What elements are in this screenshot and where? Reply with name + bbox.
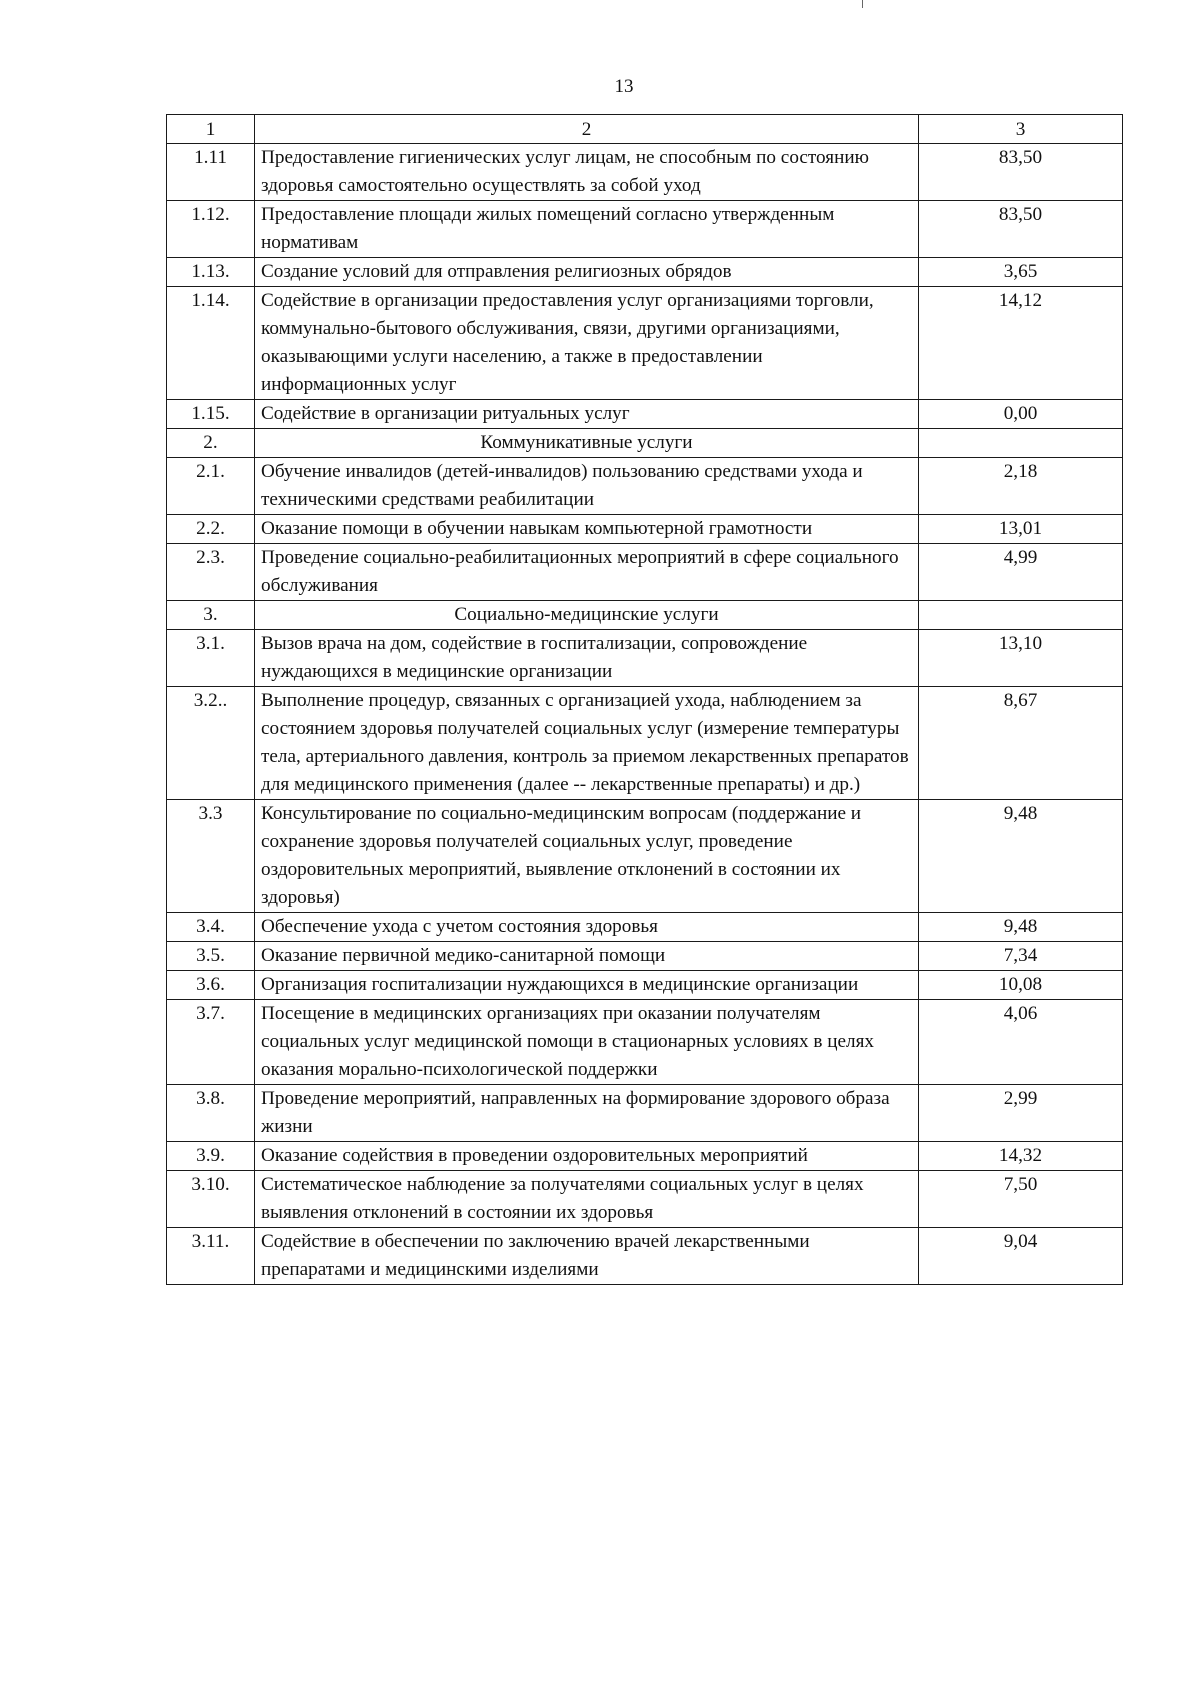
row-number: 2.2. <box>167 515 255 544</box>
scan-mark <box>862 0 863 8</box>
table-row <box>167 458 1123 515</box>
row-number: 1.12. <box>167 201 255 258</box>
row-number: 3.3 <box>167 800 255 913</box>
table-row <box>167 544 1123 601</box>
table-row <box>167 144 1123 201</box>
table-row <box>167 913 1123 942</box>
table-row <box>167 1085 1123 1142</box>
row-number: 3.2.. <box>167 687 255 800</box>
section-row <box>167 429 1123 458</box>
row-number: 1.13. <box>167 258 255 287</box>
service-name: Содействие в обеспечении по заключению врачей лекарственными препаратами и медицинскими изделиями <box>255 1228 919 1285</box>
service-value: 2,18 <box>919 458 1123 515</box>
service-value: 10,08 <box>919 971 1123 1000</box>
row-number: 3.1. <box>167 630 255 687</box>
header-cell-number: 1 <box>167 115 255 144</box>
service-name: Консультирование по социально-медицинским вопросам (поддержание и сохранение здоровья получателей социальных услуг, проведение оздоровительных мероприятий, выявление отклонений в состоянии их здоровья) <box>255 800 919 913</box>
row-number: 1.15. <box>167 400 255 429</box>
service-name: Содействие в организации предоставления услуг организациями торговли, коммунально-бытового обслуживания, связи, другими организациями, оказывающими услуги населению, а также в предоставлении информационных услуг <box>255 287 919 400</box>
service-value: 7,34 <box>919 942 1123 971</box>
section-row <box>167 601 1123 630</box>
service-value: 7,50 <box>919 1171 1123 1228</box>
row-number: 1.14. <box>167 287 255 400</box>
service-name: Создание условий для отправления религиозных обрядов <box>255 258 919 287</box>
row-number: 3. <box>167 601 255 630</box>
service-value: 4,99 <box>919 544 1123 601</box>
service-name: Обеспечение ухода с учетом состояния здоровья <box>255 913 919 942</box>
table-row <box>167 971 1123 1000</box>
row-number: 1.11 <box>167 144 255 201</box>
table-row <box>167 515 1123 544</box>
table-row <box>167 1228 1123 1285</box>
service-name: Оказание первичной медико-санитарной помощи <box>255 942 919 971</box>
service-name: Посещение в медицинских организациях при оказании получателям социальных услуг медицинской помощи в стационарных условиях в целях оказания морально-психологической поддержки <box>255 1000 919 1085</box>
row-number: 3.5. <box>167 942 255 971</box>
service-name: Вызов врача на дом, содействие в госпитализации, сопровождение нуждающихся в медицинские организации <box>255 630 919 687</box>
service-name: Оказание помощи в обучении навыкам компьютерной грамотности <box>255 515 919 544</box>
table-row <box>167 258 1123 287</box>
header-cell-value: 3 <box>919 115 1123 144</box>
row-number: 3.10. <box>167 1171 255 1228</box>
service-value: 8,67 <box>919 687 1123 800</box>
header-cell-name: 2 <box>255 115 919 144</box>
section-title: Коммуникативные услуги <box>255 429 919 458</box>
service-name: Систематическое наблюдение за получателями социальных услуг в целях выявления отклонений в состоянии их здоровья <box>255 1171 919 1228</box>
row-number: 3.6. <box>167 971 255 1000</box>
service-name: Проведение социально-реабилитационных мероприятий в сфере социального обслуживания <box>255 544 919 601</box>
service-value: 13,10 <box>919 630 1123 687</box>
service-value: 83,50 <box>919 144 1123 201</box>
service-value: 3,65 <box>919 258 1123 287</box>
row-number: 2. <box>167 429 255 458</box>
table-body <box>167 144 1123 1285</box>
row-number: 3.7. <box>167 1000 255 1085</box>
table-row <box>167 1000 1123 1085</box>
service-value: 9,48 <box>919 913 1123 942</box>
row-number: 2.3. <box>167 544 255 601</box>
table-row <box>167 1142 1123 1171</box>
services-table <box>166 114 1123 1285</box>
service-value <box>919 601 1123 630</box>
service-name: Проведение мероприятий, направленных на формирование здорового образа жизни <box>255 1085 919 1142</box>
service-value: 0,00 <box>919 400 1123 429</box>
table-row <box>167 687 1123 800</box>
service-value: 2,99 <box>919 1085 1123 1142</box>
table-row <box>167 800 1123 913</box>
table-row <box>167 942 1123 971</box>
service-name: Организация госпитализации нуждающихся в медицинские организации <box>255 971 919 1000</box>
table-row <box>167 287 1123 400</box>
table-row <box>167 201 1123 258</box>
table-row <box>167 400 1123 429</box>
section-title: Социально-медицинские услуги <box>255 601 919 630</box>
service-value: 14,32 <box>919 1142 1123 1171</box>
row-number: 3.8. <box>167 1085 255 1142</box>
service-name: Оказание содействия в проведении оздоровительных мероприятий <box>255 1142 919 1171</box>
service-name: Обучение инвалидов (детей-инвалидов) пользованию средствами ухода и техническими средствами реабилитации <box>255 458 919 515</box>
service-value: 9,48 <box>919 800 1123 913</box>
table-header-row <box>167 115 1123 144</box>
service-value: 4,06 <box>919 1000 1123 1085</box>
row-number: 3.9. <box>167 1142 255 1171</box>
service-value: 9,04 <box>919 1228 1123 1285</box>
row-number: 3.4. <box>167 913 255 942</box>
service-name: Предоставление площади жилых помещений согласно утвержденным нормативам <box>255 201 919 258</box>
service-value: 83,50 <box>919 201 1123 258</box>
row-number: 2.1. <box>167 458 255 515</box>
table-row <box>167 630 1123 687</box>
page-number: 13 <box>614 76 634 97</box>
service-value: 13,01 <box>919 515 1123 544</box>
table-row <box>167 1171 1123 1228</box>
service-value <box>919 429 1123 458</box>
service-name: Содействие в организации ритуальных услуг <box>255 400 919 429</box>
service-name: Предоставление гигиенических услуг лицам, не способным по состоянию здоровья самостоятельно осуществлять за собой уход <box>255 144 919 201</box>
service-name: Выполнение процедур, связанных с организацией ухода, наблюдением за состоянием здоровья получателей социальных услуг (измерение температуры тела, артериального давления, контроль за приемом лекарственных препаратов для медицинского применения (далее -- лекарственные препараты) и др.) <box>255 687 919 800</box>
service-value: 14,12 <box>919 287 1123 400</box>
row-number: 3.11. <box>167 1228 255 1285</box>
